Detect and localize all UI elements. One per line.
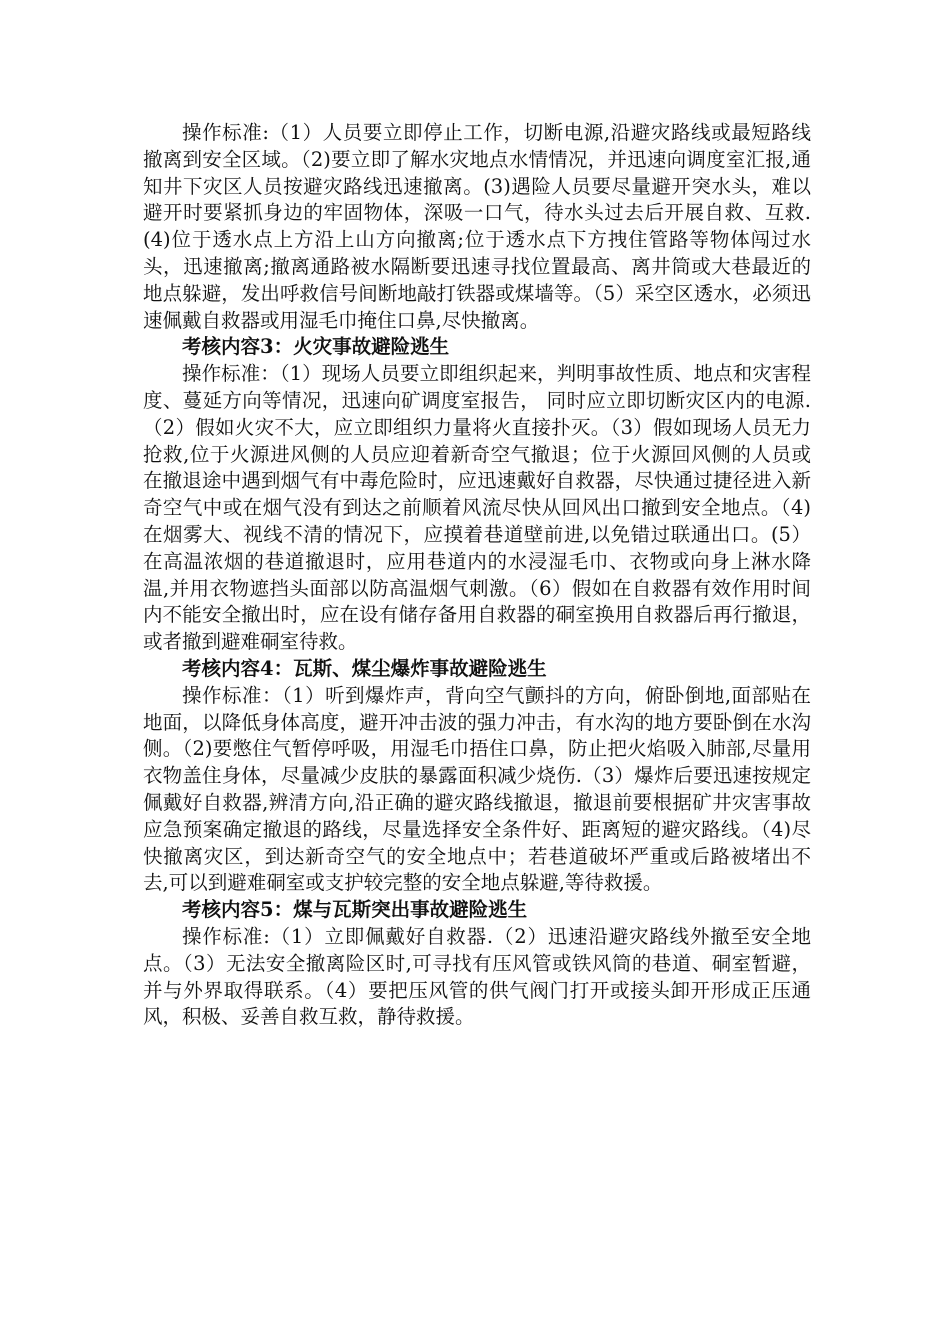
outburst-standard-paragraph: 操作标准:（1）立即佩戴好自救器.（2）迅速沿避灾路线外撤至安全地点。（3）无法安全撤离险区时,可寻找有压风管或铁风筒的巷道、硐室暂避，并与外界取得联系。（4）要把压风管的供气阀门打开或接头卸开形成正压通风，积极、妥善自救互救，静待救援。 [143,924,811,1029]
gas-explosion-standard-paragraph: 操作标准：（1）听到爆炸声，背向空气颤抖的方向，俯卧倒地,面部贴在地面，以降低身体高度，避开冲击波的强力冲击，有水沟的地方要卧倒在水沟侧。（2)要憋住气暂停呼吸，用湿毛巾捂住口鼻，防止把火焰吸入肺部,尽量用衣物盖住身体，尽量减少皮肤的暴露面积减少烧伤.（3）爆炸后要迅速按规定佩戴好自救器,辨清方向,沿正确的避灾路线撤退，撤退前要根据矿井灾害事故应急预案确定撤退的路线，尽量选择安全条件好、距离短的避灾路线。（4)尽快撤离灾区，到达新奇空气的安全地点中；若巷道破坏严重或后路被堵出不去,可以到避难硐室或支护较完整的安全地点躲避,等待救援。 [143,683,811,895]
fire-section-heading: 考核内容3：火灾事故避险逃生 [182,335,450,359]
fire-standard-paragraph: 操作标准：（1）现场人员要立即组织起来，判明事故性质、地点和灾害程度、蔓延方向等情况，迅速向矿调度室报告， 同时应立即切断灾区内的电源.（2）假如火灾不大，应立即组织力量将火直接扑灭。（3）假如现场人员无力抢救,位于火源进风侧的人员应迎着新奇空气撤退；位于火源回风侧的人员或在撤退途中遇到烟气有中毒危险时，应迅速戴好自救器，尽快通过捷径进入新奇空气中或在烟气没有到达之前顺着风流尽快从回风出口撤到安全地点。（4)在烟雾大、视线不清的情况下，应摸着巷道壁前进,以免错过联通出口。(5）在高温浓烟的巷道撤退时，应用巷道内的水浸湿毛巾、衣物或向身上淋水降温,并用衣物遮挡头面部以防高温烟气刺激。（6）假如在自救器有效作用时间内不能安全撤出时，应在设有储存备用自救器的硐室换用自救器后再行撤退，或者撤到避难硐室待救。 [143,362,811,654]
document-page [143,120,811,1031]
water-disaster-standard-paragraph: 操作标准:（1）人员要立即停止工作，切断电源,沿避灾路线或最短路线撤离到安全区域。（2)要立即了解水灾地点水情情况，并迅速向调度室汇报,通知井下灾区人员按避灾路线迅速撤离。(3)遇险人员要尽量避开突水头，难以避开时要紧抓身边的牢固物体，深吸一口气，待水头过去后开展自救、互救.(4)位于透水点上方沿上山方向撤离;位于透水点下方拽住管路等物体闯过水头，迅速撤离;撤离通路被水隔断要迅速寻找位置最高、离井筒或大巷最近的地点躲避，发出呼救信号间断地敲打铁器或煤墙等。（5）采空区透水，必须迅速佩戴自救器或用湿毛巾掩住口鼻,尽快撤离。 [143,121,811,332]
gas-explosion-section-heading: 考核内容4：瓦斯、煤尘爆炸事故避险逃生 [182,656,547,680]
outburst-section-heading: 考核内容5：煤与瓦斯突出事故避险逃生 [182,898,528,922]
